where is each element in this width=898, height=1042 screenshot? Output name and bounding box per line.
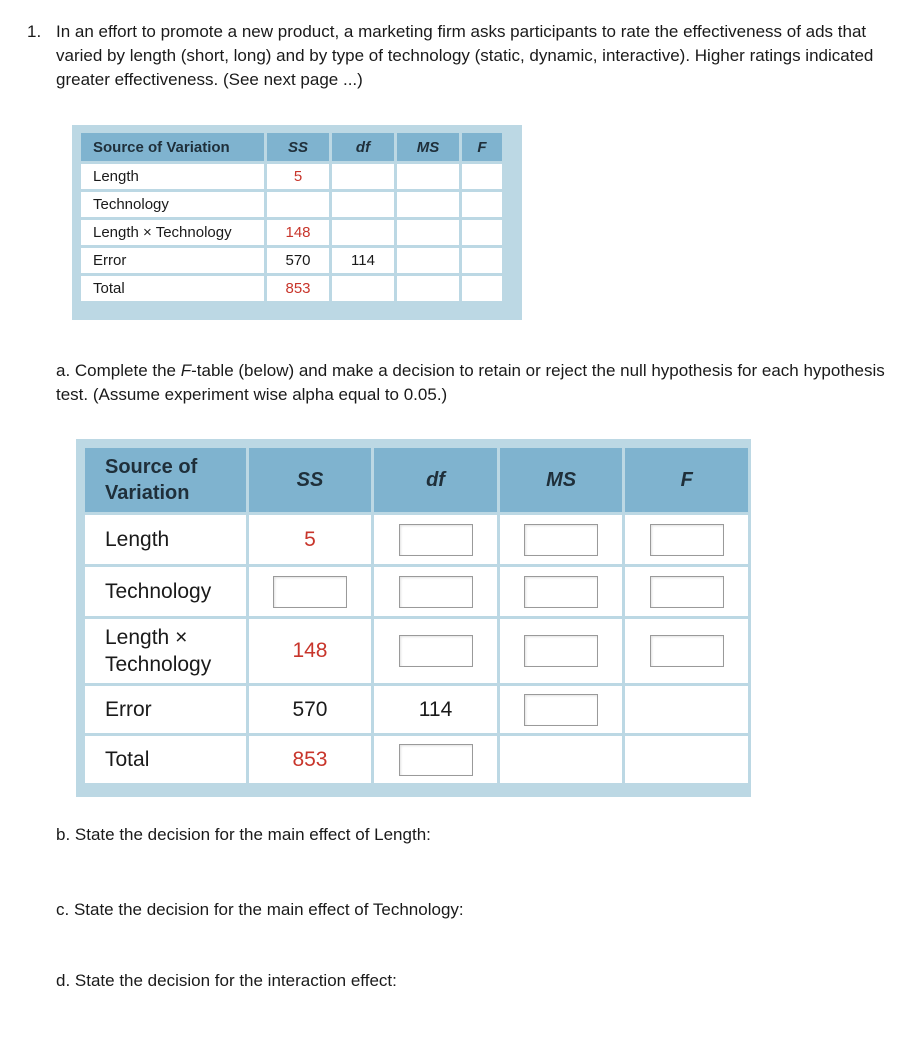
- f-table-grid: [82, 445, 751, 786]
- length-f-input[interactable]: [650, 524, 724, 556]
- ref-ms-value: [397, 276, 459, 301]
- ref-f-value: [462, 164, 502, 189]
- ref-row-error: [81, 248, 502, 273]
- question-text: In an effort to promote a new product, a marketing firm asks participants to rate the effectiveness of ads that varied by length (short, long) and by type of technology (static, dynamic, interactive). Higher ratings indicated greater effectiveness. (See next page ...): [56, 22, 874, 89]
- total-df-input[interactable]: [399, 744, 473, 776]
- df-cell: [374, 515, 497, 564]
- ref-df-value: [332, 192, 394, 217]
- df-value: 114: [374, 686, 497, 733]
- source-label: Technology: [85, 567, 246, 616]
- df-cell: [374, 619, 497, 683]
- interaction-f-input[interactable]: [650, 635, 724, 667]
- ref-f-value: [462, 192, 502, 217]
- source-label: Total: [85, 736, 246, 783]
- source-label: Length × Technology: [85, 619, 246, 683]
- part-a-italic-f: F: [180, 361, 192, 380]
- part-b-prompt: b. State the decision for the main effect of Length:: [56, 825, 431, 844]
- ref-f-value: [462, 276, 502, 301]
- ref-source-label: Total: [81, 276, 264, 301]
- part-a-suffix: -table (below) and make a decision to retain or reject the null hypothesis for each hypothesis test. (Assume experiment wise alpha equal to 0.05.): [56, 361, 885, 404]
- ref-header-ms: MS: [397, 133, 459, 161]
- question-number: 1.: [27, 22, 42, 41]
- part-c-prompt: c. State the decision for the main effect of Technology:: [56, 900, 464, 919]
- ss-value: 148: [249, 619, 372, 683]
- ref-source-label: Length × Technology: [81, 220, 264, 245]
- ss-value: 570: [249, 686, 372, 733]
- header-source-of-variation: Source of Variation: [85, 448, 246, 512]
- reference-anova-table: [72, 125, 522, 320]
- ref-f-value: [462, 220, 502, 245]
- technology-f-input[interactable]: [650, 576, 724, 608]
- df-cell: [374, 736, 497, 783]
- ref-df-value: [332, 220, 394, 245]
- row-interaction: [85, 619, 748, 683]
- part-a-instructions: [56, 359, 886, 407]
- header-ms: MS: [500, 448, 623, 512]
- ss-value: 853: [249, 736, 372, 783]
- ref-ms-value: [397, 248, 459, 273]
- interaction-df-input[interactable]: [399, 635, 473, 667]
- ref-ss-value: 148: [267, 220, 329, 245]
- ref-df-value: 114: [332, 248, 394, 273]
- ref-source-label: Length: [81, 164, 264, 189]
- technology-ms-input[interactable]: [524, 576, 598, 608]
- ref-row-total: [81, 276, 502, 301]
- row-error: [85, 686, 748, 733]
- header-ss: SS: [249, 448, 372, 512]
- ref-row-interaction: [81, 220, 502, 245]
- technology-ss-input[interactable]: [273, 576, 347, 608]
- length-ms-input[interactable]: [524, 524, 598, 556]
- f-empty-cell: [625, 736, 748, 783]
- ref-df-value: [332, 164, 394, 189]
- ref-header-ss: SS: [267, 133, 329, 161]
- part-d-prompt: d. State the decision for the interaction effect:: [56, 971, 397, 990]
- ref-header-df: df: [332, 133, 394, 161]
- ref-ms-value: [397, 164, 459, 189]
- f-cell: [625, 515, 748, 564]
- ms-cell: [500, 686, 623, 733]
- length-df-input[interactable]: [399, 524, 473, 556]
- ref-source-label: Error: [81, 248, 264, 273]
- f-cell: [625, 567, 748, 616]
- row-total: [85, 736, 748, 783]
- ref-ms-value: [397, 192, 459, 217]
- ss-value: 5: [249, 515, 372, 564]
- ms-cell: [500, 619, 623, 683]
- ref-ss-value: 5: [267, 164, 329, 189]
- error-ms-input[interactable]: [524, 694, 598, 726]
- ref-row-length: [81, 164, 502, 189]
- ref-ss-value: 570: [267, 248, 329, 273]
- row-technology: [85, 567, 748, 616]
- ms-cell: [500, 567, 623, 616]
- f-empty-cell: [625, 686, 748, 733]
- f-table: [76, 439, 751, 797]
- header-f: F: [625, 448, 748, 512]
- df-cell: [374, 567, 497, 616]
- ref-source-label: Technology: [81, 192, 264, 217]
- ss-cell: [249, 567, 372, 616]
- source-label: Error: [85, 686, 246, 733]
- f-cell: [625, 619, 748, 683]
- ref-ss-value: 853: [267, 276, 329, 301]
- ref-ss-value: [267, 192, 329, 217]
- ref-header-source: Source of Variation: [81, 133, 264, 161]
- ref-ms-value: [397, 220, 459, 245]
- reference-table-grid: [78, 130, 505, 304]
- row-length: [85, 515, 748, 564]
- part-a-prefix: a. Complete the: [56, 361, 181, 380]
- header-df: df: [374, 448, 497, 512]
- ref-df-value: [332, 276, 394, 301]
- ref-row-technology: [81, 192, 502, 217]
- technology-df-input[interactable]: [399, 576, 473, 608]
- ms-cell: [500, 515, 623, 564]
- interaction-ms-input[interactable]: [524, 635, 598, 667]
- source-label: Length: [85, 515, 246, 564]
- ref-f-value: [462, 248, 502, 273]
- ms-empty-cell: [500, 736, 623, 783]
- ref-header-f: F: [462, 133, 502, 161]
